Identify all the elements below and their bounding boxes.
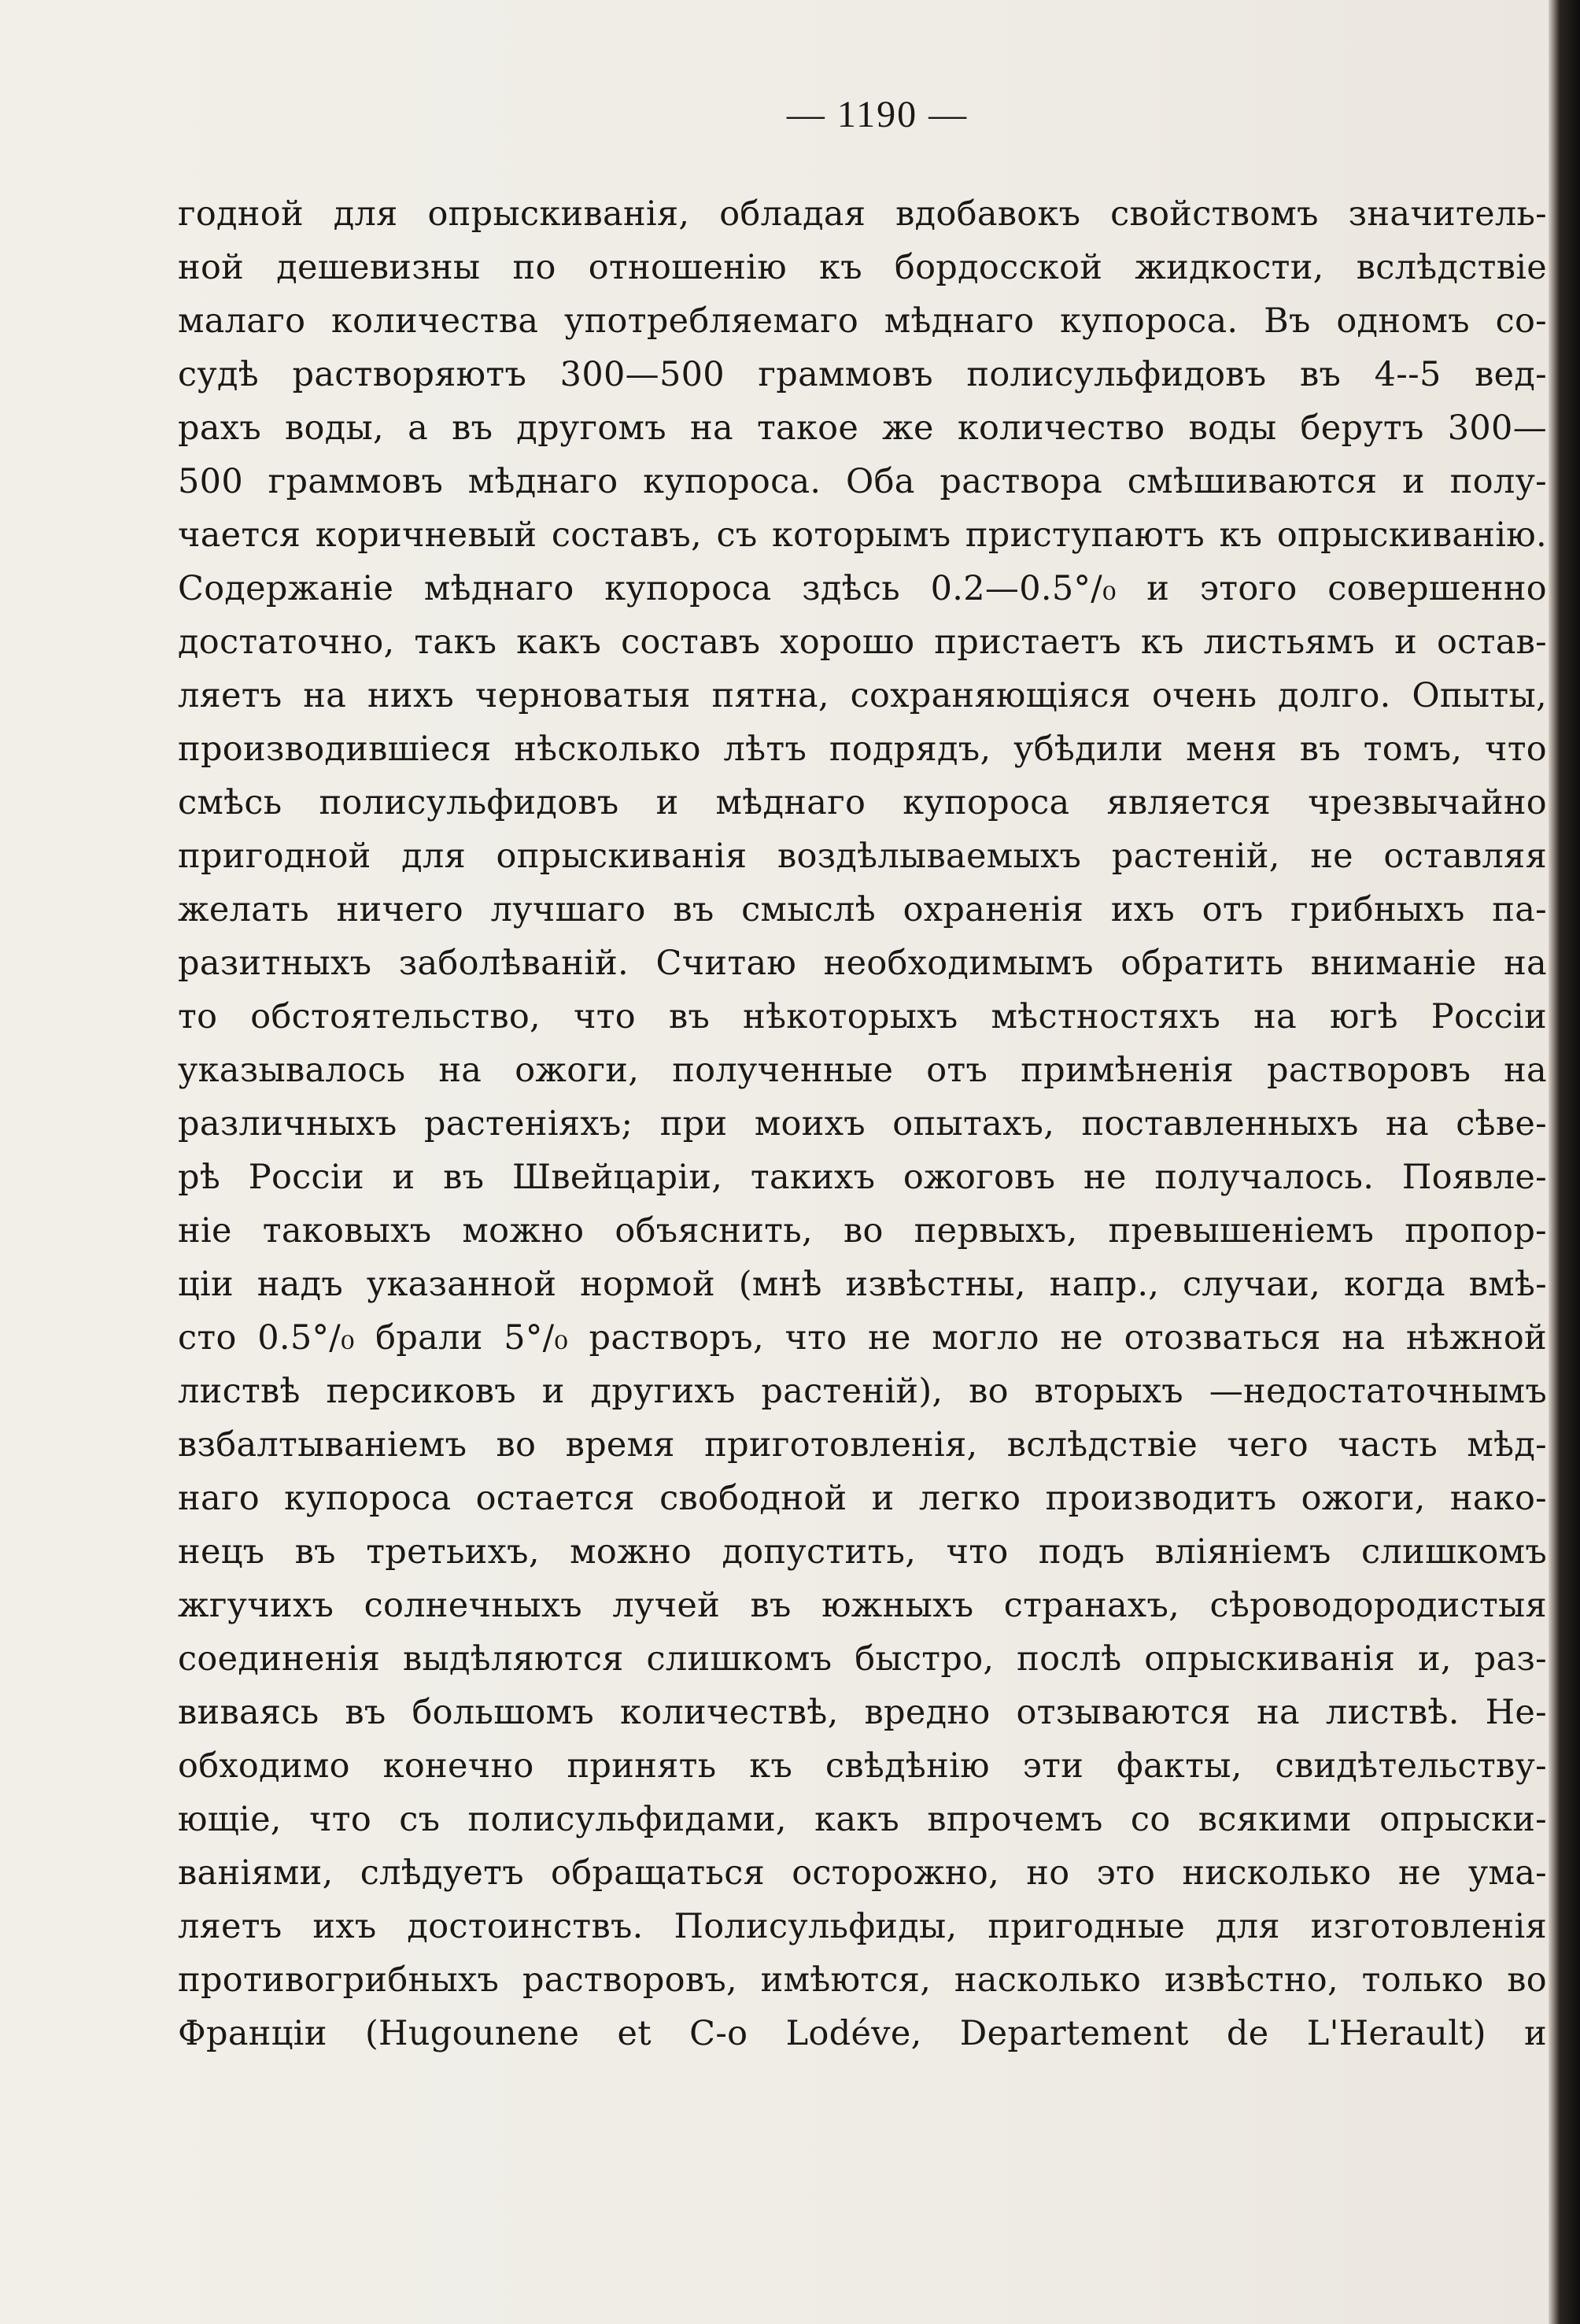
text-line: ляетъ на нихъ черноватыя пятна, сохраняющіяся очень долго. Опыты, [178, 676, 1547, 715]
text-line: виваясь въ большомъ количествѣ, вредно отзываются на листвѣ. Не- [178, 1693, 1547, 1732]
book-spine-edge [1549, 0, 1580, 2324]
text-line: Франціи (Hugounene et C-o Lodéve, Departement de L'Herault) и [178, 2014, 1547, 2053]
text-line: рѣ Россіи и въ Швейцаріи, такихъ ожоговъ не получалось. Появле- [178, 1158, 1547, 1197]
text-line: судѣ растворяютъ 300—500 граммовъ полисульфидовъ въ 4--5 вед- [178, 355, 1547, 394]
text-line: ніе таковыхъ можно объяснить, во первыхъ, превышеніемъ пропор- [178, 1211, 1547, 1251]
text-line: соединенія выдѣляются слишкомъ быстро, послѣ опрыскиванія и, раз- [178, 1639, 1547, 1679]
text-line: Содержаніе мѣднаго купороса здѣсь 0.2—0.5°/₀ и этого совершенно [178, 569, 1547, 608]
text-line: нецъ въ третьихъ, можно допустить, что подъ вліяніемъ слишкомъ [178, 1532, 1547, 1572]
text-line: ющіе, что съ полисульфидами, какъ впрочемъ со всякими опрыски- [178, 1800, 1547, 1839]
text-line: малаго количества употребляемаго мѣднаго купороса. Въ одномъ со- [178, 301, 1547, 341]
text-line: различныхъ растеніяхъ; при моихъ опытахъ, поставленныхъ на сѣве- [178, 1104, 1547, 1144]
text-line: рахъ воды, а въ другомъ на такое же количество воды берутъ 300— [178, 408, 1547, 448]
text-line: желать ничего лучшаго въ смыслѣ охраненія ихъ отъ грибныхъ па- [178, 890, 1547, 929]
text-line: жгучихъ солнечныхъ лучей въ южныхъ странахъ, сѣроводородистыя [178, 1586, 1547, 1625]
text-line: взбалтываніемъ во время приготовленія, вслѣдствіе чего часть мѣд- [178, 1425, 1547, 1465]
text-line: годной для опрыскиванія, обладая вдобавокъ свойствомъ значитель- [178, 194, 1547, 234]
text-line: наго купороса остается свободной и легко производитъ ожоги, нако- [178, 1479, 1547, 1518]
text-line: обходимо конечно принять къ свѣдѣнію эти факты, свидѣтельству- [178, 1746, 1547, 1786]
page-number: — 1190 — [786, 94, 969, 135]
text-line: противогрибныхъ растворовъ, имѣются, насколько извѣстно, только во [178, 1960, 1547, 2000]
text-line: ляетъ ихъ достоинствъ. Полисульфиды, пригодные для изготовленія [178, 1907, 1547, 1946]
text-line: производившіеся нѣсколько лѣтъ подрядъ, убѣдили меня въ томъ, что [178, 730, 1547, 769]
text-line: сто 0.5°/₀ брали 5°/₀ растворъ, что не могло не отозваться на нѣжной [178, 1318, 1547, 1358]
text-line: ваніями, слѣдуетъ обращаться осторожно, но это нисколько не ума- [178, 1853, 1547, 1893]
text-line: указывалось на ожоги, полученные отъ примѣненія растворовъ на [178, 1051, 1547, 1090]
text-line: ціи надъ указанной нормой (мнѣ извѣстны, напр., случаи, когда вмѣ- [178, 1265, 1547, 1304]
text-line: пригодной для опрыскиванія воздѣлываемыхъ растеній, не оставляя [178, 837, 1547, 876]
text-line: чается коричневый составъ, съ которымъ приступаютъ къ опрыскиванію. [178, 515, 1547, 555]
text-line: то обстоятельство, что въ нѣкоторыхъ мѣстностяхъ на югѣ Россіи [178, 997, 1547, 1036]
text-line: ной дешевизны по отношенію къ бордосской жидкости, вслѣдствіе [178, 248, 1547, 287]
text-line: смѣсь полисульфидовъ и мѣднаго купороса является чрезвычайно [178, 783, 1547, 822]
text-line: достаточно, такъ какъ составъ хорошо пристаетъ къ листьямъ и остав- [178, 623, 1547, 662]
text-line: листвѣ персиковъ и другихъ растеній), во вторыхъ —недостаточнымъ [178, 1372, 1547, 1411]
text-line: 500 граммовъ мѣднаго купороса. Оба раствора смѣшиваются и полу- [178, 462, 1547, 501]
text-line: разитныхъ заболѣваній. Считаю необходимымъ обратить вниманіе на [178, 944, 1547, 983]
